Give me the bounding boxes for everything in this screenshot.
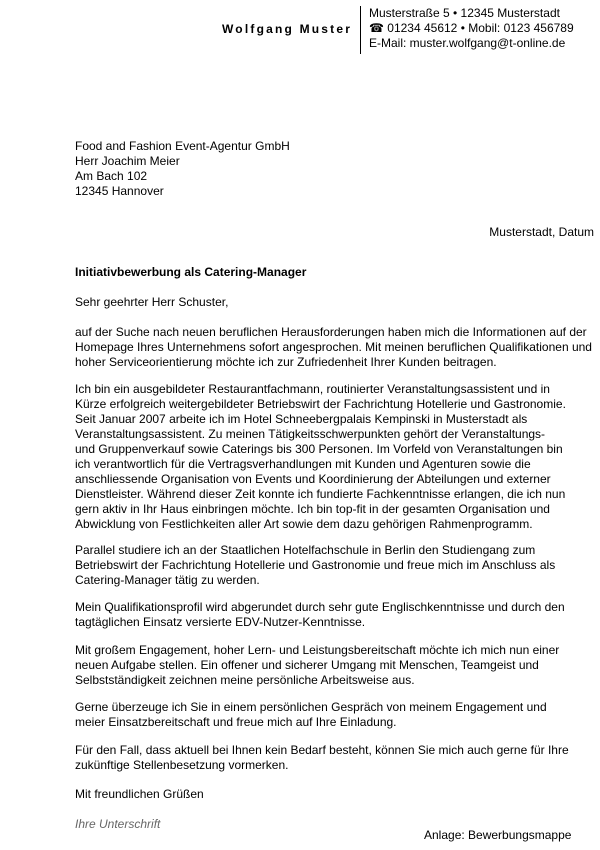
paragraph-future [75, 743, 595, 773]
attachment-note: Anlage: Bewerbungsmappe [424, 828, 572, 842]
salutation: Sehr geehrter Herr Schuster, [75, 295, 229, 309]
recipient-street: Am Bach 102 [75, 169, 148, 183]
paragraph-line: neuen Aufgabe stellen. Ein offener und sicherer Umgang mit Menschen, Teamgeist und [75, 658, 539, 672]
paragraph-experience [75, 382, 595, 532]
sender-contact [369, 6, 574, 51]
paragraph-line: tagtäglichen Einsatz versierte EDV-Nutzer-Kenntnisse. [75, 615, 366, 629]
paragraph-qualifications [75, 600, 595, 630]
paragraph-line: Mit großem Engagement, hoher Lern- und Leistungsbereitschaft möchte ich mich nun einer [75, 643, 560, 657]
paragraph-line: auf der Suche nach neuen beruflichen Herausforderungen haben mich die Informationen auf der [75, 325, 587, 339]
paragraph-line: Mein Qualifikationsprofil wird abgerundet durch sehr gute Englischkenntnisse und durch den [75, 600, 565, 614]
date-line: Musterstadt, Datum [489, 225, 594, 239]
paragraph-line: Betriebswirt der Fachrichtung Hotellerie und Gastronomie und freue mich im Anschluss als [75, 558, 556, 572]
subject-line: Initiativbewerbung als Catering-Manager [75, 265, 307, 279]
paragraph-line: Homepage Ihres Unternehmens sofort angesprochen. Mit meinen beruflichen Qualifikationen und [75, 340, 592, 354]
paragraph-line: zukünftige Stellenbesetzung vormerken. [75, 758, 289, 772]
paragraph-line: Abwicklung von Festlichkeiten aller Art sowie dem dazu gehörigen Rahmenprogramm. [75, 517, 533, 531]
sender-email: E-Mail: muster.wolfgang@t-online.de [369, 36, 566, 50]
paragraph-line: Gerne überzeuge ich Sie in einem persönlichen Gespräch von meinem Engagement und [75, 700, 547, 714]
recipient-company: Food and Fashion Event-Agentur GmbH [75, 139, 290, 153]
recipient-city: 12345 Hannover [75, 184, 164, 198]
paragraph-line: und Gruppenverkauf sowie Caterings bis 300 Personen. Im Vorfeld von Veranstaltungen bin [75, 442, 563, 456]
recipient-person: Herr Joachim Meier [75, 154, 180, 168]
paragraph-line: hoher Serviceorientierung möchte ich zur Zufriedenheit Ihrer Kunden beitragen. [75, 355, 497, 369]
paragraph-line: Kürze erfolgreich weitergebildeter Betriebswirt der Fachrichtung Hotellerie und Gastronomie. [75, 397, 566, 411]
paragraph-interview [75, 700, 595, 730]
sender-address: Musterstraße 5 • 12345 Musterstadt [369, 6, 560, 20]
sender-name: Wolfgang Muster [222, 22, 353, 36]
paragraph-line: Selbstständigkeit zeichnen meine persönliche Arbeitsweise aus. [75, 673, 415, 687]
signature-placeholder: Ihre Unterschrift [75, 817, 161, 831]
paragraph-line: Für den Fall, dass aktuell bei Ihnen kein Bedarf besteht, können Sie mich auch gerne für Ihre [75, 743, 569, 757]
paragraph-intro [75, 325, 595, 370]
closing: Mit freundlichen Grüßen [75, 787, 204, 801]
paragraph-line: Dienstleister. Während dieser Zeit konnte ich fundierte Fachkenntnisse erlangen, die ich nun [75, 487, 566, 501]
paragraph-line: Veranstaltungsassistent. Zu meinen Tätigkeitsschwerpunkten gehört der Veranstaltungs- [75, 427, 546, 441]
paragraph-line: Seit Januar 2007 arbeite ich im Hotel Schneebergpalais Kempinski in Musterstadt als [75, 412, 528, 426]
header-divider [360, 6, 361, 54]
paragraph-line: Catering-Manager tätig zu werden. [75, 573, 260, 587]
paragraph-line: ich verantwortlich für die Vertragsverhandlungen mit Kunden und Agenturen sowie die [75, 457, 531, 471]
paragraph-line: gern aktiv in Ihr Haus einbringen möchte. Ich bin top-fit in der gesamten Organisation und [75, 502, 550, 516]
paragraph-studies [75, 543, 595, 588]
paragraph-line: Parallel studiere ich an der Staatlichen Hotelfachschule in Berlin den Studiengang zum [75, 543, 536, 557]
recipient-address [75, 139, 290, 199]
paragraph-line: Ich bin ein ausgebildeter Restaurantfachmann, routinierter Veranstaltungsassistent und in [75, 382, 550, 396]
sender-phone: ☎ 01234 45612 • Mobil: 0123 456789 [369, 21, 574, 35]
paragraph-line: meier Einsatzbereitschaft und freue mich auf Ihre Einladung. [75, 715, 397, 729]
paragraph-line: anschliessende Organisation von Events und Koordinierung der Abteilungen und externer [75, 472, 551, 486]
paragraph-motivation [75, 643, 595, 688]
